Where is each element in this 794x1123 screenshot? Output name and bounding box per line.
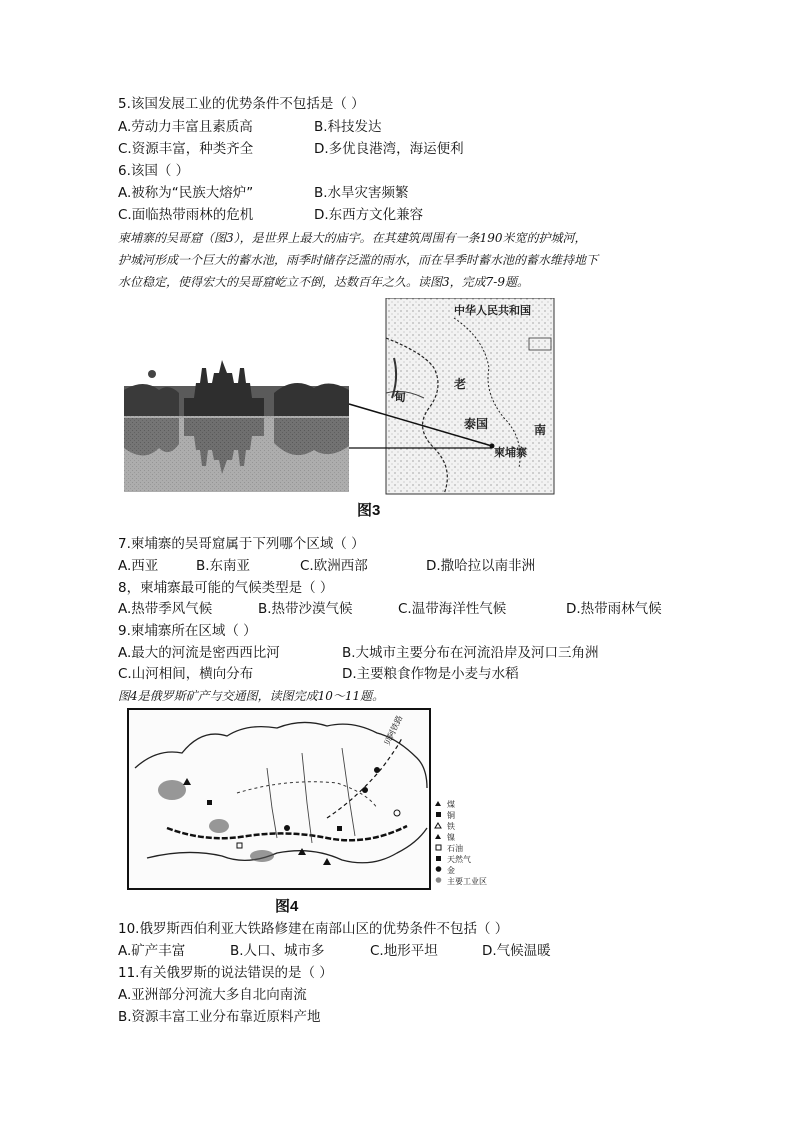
q9-option-b: B.大城市主要分布在河流沿岸及河口三角洲	[342, 645, 599, 661]
q10-option-b: B.人口、城市多	[230, 943, 325, 959]
angkor-wat-figure	[124, 298, 564, 498]
figure-3-caption: 图3	[357, 502, 381, 519]
q8-stem: 8，柬埔寨最可能的气候类型是（ ）	[118, 580, 334, 596]
legend-oil: 石油	[447, 844, 463, 853]
q9-option-c: C.山河相间，横向分布	[118, 666, 254, 682]
map-label-china: 中华人民共和国	[454, 304, 531, 317]
map-label-vietnam: 南	[534, 423, 547, 437]
q6-option-d: D.东西方文化兼容	[314, 207, 424, 223]
q8-option-b: B.热带沙漠气候	[258, 601, 353, 617]
q9-stem: 9.柬埔寨所在区域（ ）	[118, 623, 257, 639]
q6-stem: 6.该国（ ）	[118, 163, 190, 179]
legend-iron: 铁	[447, 822, 455, 831]
q9-option-d: D.主要粮食作物是小麦与水稻	[342, 666, 519, 682]
q5-option-d: D.多优良港湾，海运便利	[314, 141, 464, 157]
intro4: 图4是俄罗斯矿产与交通图，读图完成10～11题。	[118, 689, 385, 703]
intro3-line1: 柬埔寨的吴哥窟（图3），是世界上最大的庙宇。在其建筑周围有一条190米宽的护城河，	[118, 231, 587, 245]
map-label-thailand: 泰国	[464, 417, 489, 431]
map-label-laos: 老	[454, 377, 467, 391]
legend-copper: 铜	[447, 811, 455, 820]
legend-nickel: 镍	[447, 833, 455, 842]
russia-map	[127, 708, 507, 896]
q10-option-a: A.矿产丰富	[118, 943, 186, 959]
q10-option-c: C.地形平坦	[370, 943, 438, 959]
figure-4-caption: 图4	[275, 898, 299, 915]
angkor-photo	[124, 358, 349, 493]
q8-option-d: D.热带雨林气候	[566, 601, 662, 617]
q7-option-c: C.欧洲西部	[300, 558, 368, 574]
legend-gas: 天然气	[447, 855, 471, 864]
q6-option-a: A.被称为“民族大熔炉”	[118, 185, 254, 201]
q8-option-a: A.热带季风气候	[118, 601, 213, 617]
legend-industrial-zone: 主要工业区	[447, 877, 487, 886]
q7-option-d: D.撒哈拉以南非洲	[426, 558, 536, 574]
q11-option-a: A.亚洲部分河流大多自北向南流	[118, 987, 307, 1003]
q8-option-c: C.温带海洋性气候	[398, 601, 507, 617]
legend-coal: 煤	[447, 800, 455, 809]
q7-option-b: B.东南亚	[196, 558, 251, 574]
q7-option-a: A.西亚	[118, 558, 159, 574]
q5-stem: 5.该国发展工业的优势条件不包括是（ ）	[118, 96, 365, 112]
map-label-myanmar: 甸	[394, 390, 407, 404]
q5-option-b: B.科技发达	[314, 119, 382, 135]
indochina-map	[386, 298, 554, 494]
figure-3	[124, 298, 564, 498]
rail-label: 贝阿铁路	[382, 714, 405, 747]
q5-option-a: A.劳动力丰富且素质高	[118, 119, 253, 135]
q6-option-c: C.面临热带雨林的危机	[118, 207, 254, 223]
q6-option-b: B.水旱灾害频繁	[314, 185, 409, 201]
q5-option-c: C.资源丰富，种类齐全	[118, 141, 254, 157]
figure-4-legend	[435, 799, 487, 886]
q10-stem: 10.俄罗斯西伯利亚大铁路修建在南部山区的优势条件不包括（ ）	[118, 921, 509, 937]
q9-option-a: A.最大的河流是密西西比河	[118, 645, 280, 661]
legend-gold: 金	[447, 866, 455, 875]
figure-4	[127, 708, 507, 896]
intro3-line3: 水位稳定，使得宏大的吴哥窟屹立不倒，达数百年之久。读图3，完成7-9题。	[118, 275, 529, 289]
q10-option-d: D.气候温暖	[482, 943, 551, 959]
q11-option-b: B.资源丰富工业分布靠近原料产地	[118, 1009, 321, 1025]
intro3-line2: 护城河形成一个巨大的蓄水池，雨季时储存泛滥的雨水，而在旱季时蓄水池的蓄水维持地下	[118, 253, 599, 267]
q7-stem: 7.柬埔寨的吴哥窟属于下列哪个区域（ ）	[118, 536, 365, 552]
q11-stem: 11.有关俄罗斯的说法错误的是（ ）	[118, 965, 333, 981]
map-label-cambodia: 柬埔寨	[494, 446, 527, 459]
